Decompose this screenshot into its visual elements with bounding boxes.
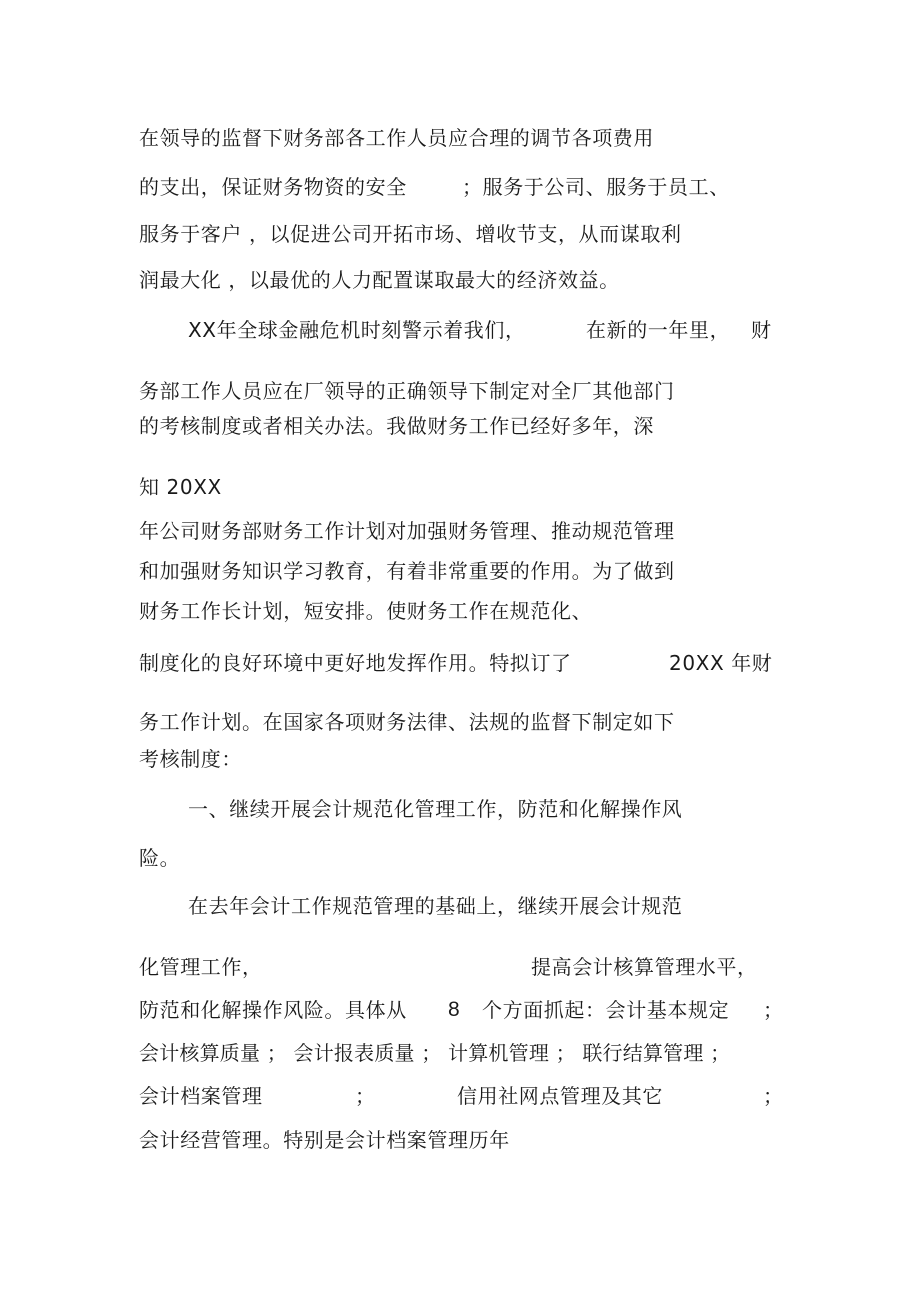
text-segment: 务部工作人员应在厂领导的正确领导下制定对全厂其他部门 [139,379,675,403]
text-segment: 在新的一年里， [586,318,731,342]
text-line [139,599,592,623]
text-line [188,797,682,821]
text-segment: 的考核制度或者相关办法。我做财务工作已经好多年，深 [139,414,654,438]
text-segment: 防范和化解操作风险。具体从 [139,998,407,1022]
text-line [139,1128,510,1152]
text-segment: 知 20XX [139,475,222,499]
text-segment: XX年全球金融危机时刻警示着我们， [188,318,526,342]
text-line [139,1041,730,1065]
text-line [139,710,675,734]
text-segment: 会计核算质量 ； 会计报表质量 ； 计算机管理 ； 联行结算管理 ； [139,1041,731,1065]
text-segment: 考核制度： [139,747,242,771]
text-segment: 润最大化 ，以最优的人力配置谋取最大的经济效益。 [139,268,620,292]
text-segment: 一、继续开展会计规范化管理工作，防范和化解操作风 [188,797,683,821]
text-segment: 提高会计核算管理水平， [531,955,758,979]
text-line [139,475,222,499]
text-line [188,318,778,342]
text-segment: 会计经营管理。特别是会计档案管理历年 [139,1128,510,1152]
text-segment: 制度化的良好环境中更好地发挥作用。特拟订了 [139,651,572,675]
text-segment: ； [763,1084,784,1108]
text-segment: 会计档案管理 [139,1084,263,1108]
text-line [139,379,675,403]
text-segment: 的支出，保证财务物资的安全 [139,175,407,199]
text-segment: 务工作计划。在国家各项财务法律、法规的监督下制定如下 [139,710,675,734]
text-line [139,222,682,246]
text-line [139,747,242,771]
text-segment: 在领导的监督下财务部各工作人员应合理的调节各项费用 [139,126,654,150]
text-line [139,955,779,979]
text-segment: 险。 [139,846,181,870]
text-segment: 20XX 年财 [669,651,773,675]
text-segment: ； [355,1084,376,1108]
text-segment: 服务于客户 ，以促进公司开拓市场、增收节支，从而谋取利 [139,222,682,246]
text-line [139,1084,784,1108]
text-segment: 和加强财务知识学习教育，有着非常重要的作用。为了做到 [139,559,675,583]
text-line [139,126,654,150]
text-segment: 财 [751,318,772,342]
text-segment: ； [763,998,784,1022]
text-segment: 化管理工作， [139,955,263,979]
text-segment: 信用社网点管理及其它 [457,1084,663,1108]
text-line [139,559,675,583]
text-segment: 个方面抓起：会计基本规定 [482,998,730,1022]
text-line [139,268,620,292]
text-line [139,519,675,543]
text-line [188,894,682,918]
text-line [139,414,654,438]
text-segment: 财务工作长计划，短安排。使财务工作在规范化、 [139,599,593,623]
text-line [139,175,739,199]
text-segment: 年公司财务部财务工作计划对加强财务管理、推动规范管理 [139,519,675,543]
text-line [139,846,180,870]
text-segment: ；服务于公司、服务于员工、 [462,175,730,199]
text-line [139,651,779,675]
text-line [139,998,784,1022]
text-segment: 在去年会计工作规范管理的基础上，继续开展会计规范 [188,894,683,918]
text-segment: 8 [448,998,461,1021]
